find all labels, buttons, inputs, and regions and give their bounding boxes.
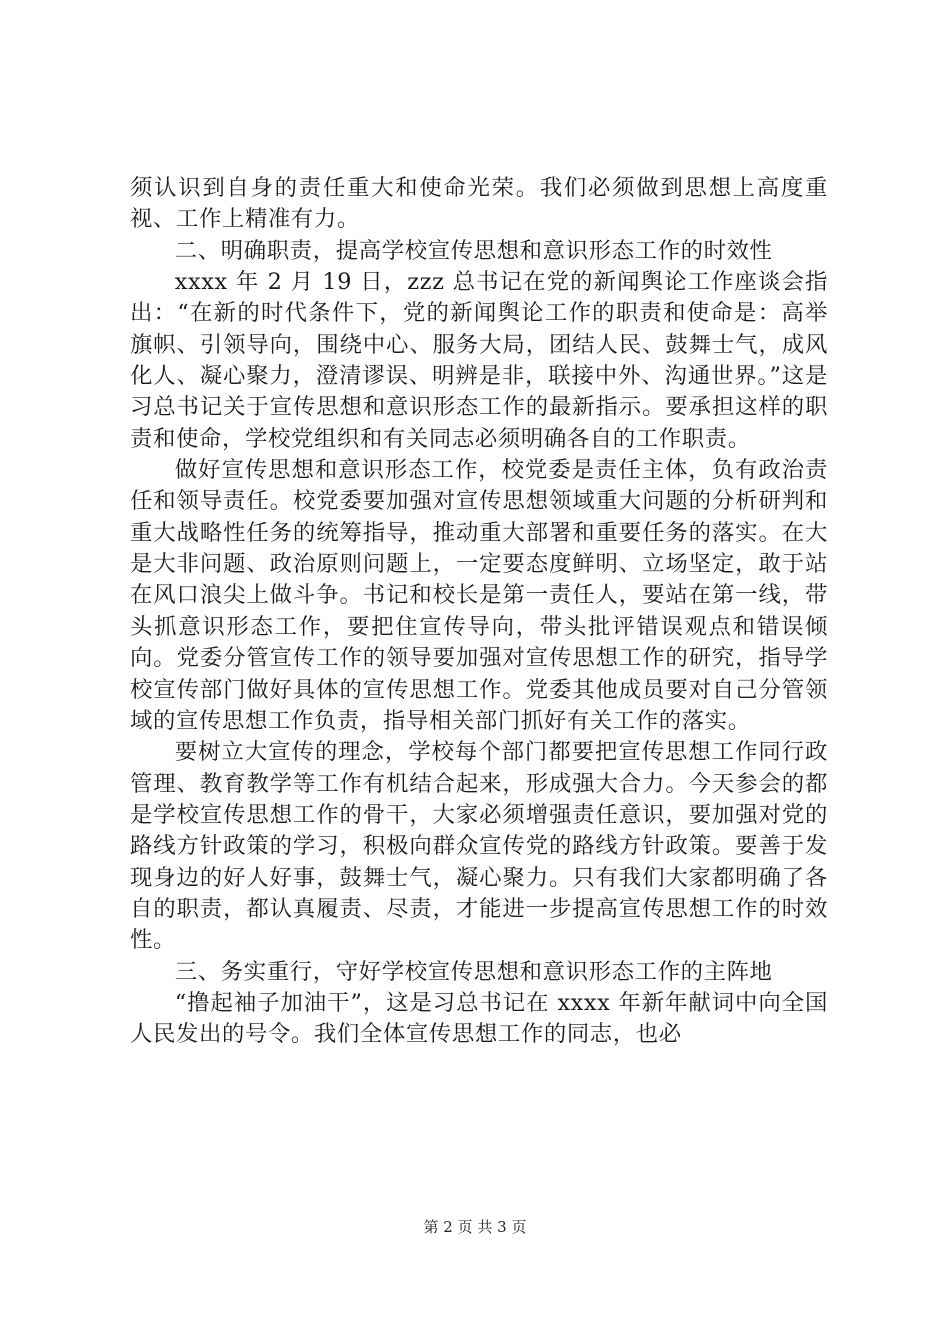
paragraph: xxxx 年 2 月 19 日，zzz 总书记在党的新闻舆论工作座谈会指出：“在新的时代条件下，党的新闻舆论工作的职责和使命是：高举旗帜、引领导向，围绕中心、服务大局，团结人民、鼓舞士气，成风化人、凝心聚力，澄清谬误、明辨是非，联接中外、沟通世界。”这是习总书记关于宣传思想和意识形态工作的最新指示。要承担这样的职责和使命，学校党组织和有关同志必须明确各自的工作职责。 <box>130 269 828 452</box>
page-footer: 第 2 页 共 3 页 <box>423 1218 527 1236</box>
document-body <box>130 173 828 1051</box>
paragraph: 要树立大宣传的理念，学校每个部门都要把宣传思想工作同行政管理、教育教学等工作有机结合起来，形成强大合力。今天参会的都是学校宣传思想工作的骨干，大家必须增强责任意识，要加强对党的路线方针政策的学习，积极向群众宣传党的路线方针政策。要善于发现身边的好人好事，鼓舞士气，凝心聚力。只有我们大家都明确了各自的职责，都认真履责、尽责，才能进一步提高宣传思想工作的时效性。 <box>130 739 828 954</box>
paragraph: 做好宣传思想和意识形态工作，校党委是责任主体，负有政治责任和领导责任。校党委要加强对宣传思想领域重大问题的分析研判和重大战略性任务的统筹指导，推动重大部署和重要任务的落实。在大是大非问题、政治原则问题上，一定要态度鲜明、立场坚定，敢于站在风口浪尖上做斗争。书记和校长是第一责任人，要站在第一线，带头抓意识形态工作，要把住宣传导向，带头批评错误观点和错误倾向。党委分管宣传工作的领导要加强对宣传思想工作的研究，指导学校宣传部门做好具体的宣传思想工作。党委其他成员要对自己分管领域的宣传思想工作负责，指导相关部门抓好有关工作的落实。 <box>130 457 828 734</box>
paragraph: “撸起袖子加油干”，这是习总书记在 xxxx 年新年献词中向全国人民发出的号令。我们全体宣传思想工作的同志，也必 <box>130 989 828 1048</box>
section-heading-3: 三、务实重行，守好学校宣传思想和意识形态工作的主阵地 <box>174 958 773 985</box>
paragraph-continuation: 须认识到自身的责任重大和使命光荣。我们必须做到思想上高度重视、工作上精准有力。 <box>130 175 828 233</box>
section-heading-2: 二、明确职责，提高学校宣传思想和意识形态工作的时效性 <box>174 237 773 264</box>
